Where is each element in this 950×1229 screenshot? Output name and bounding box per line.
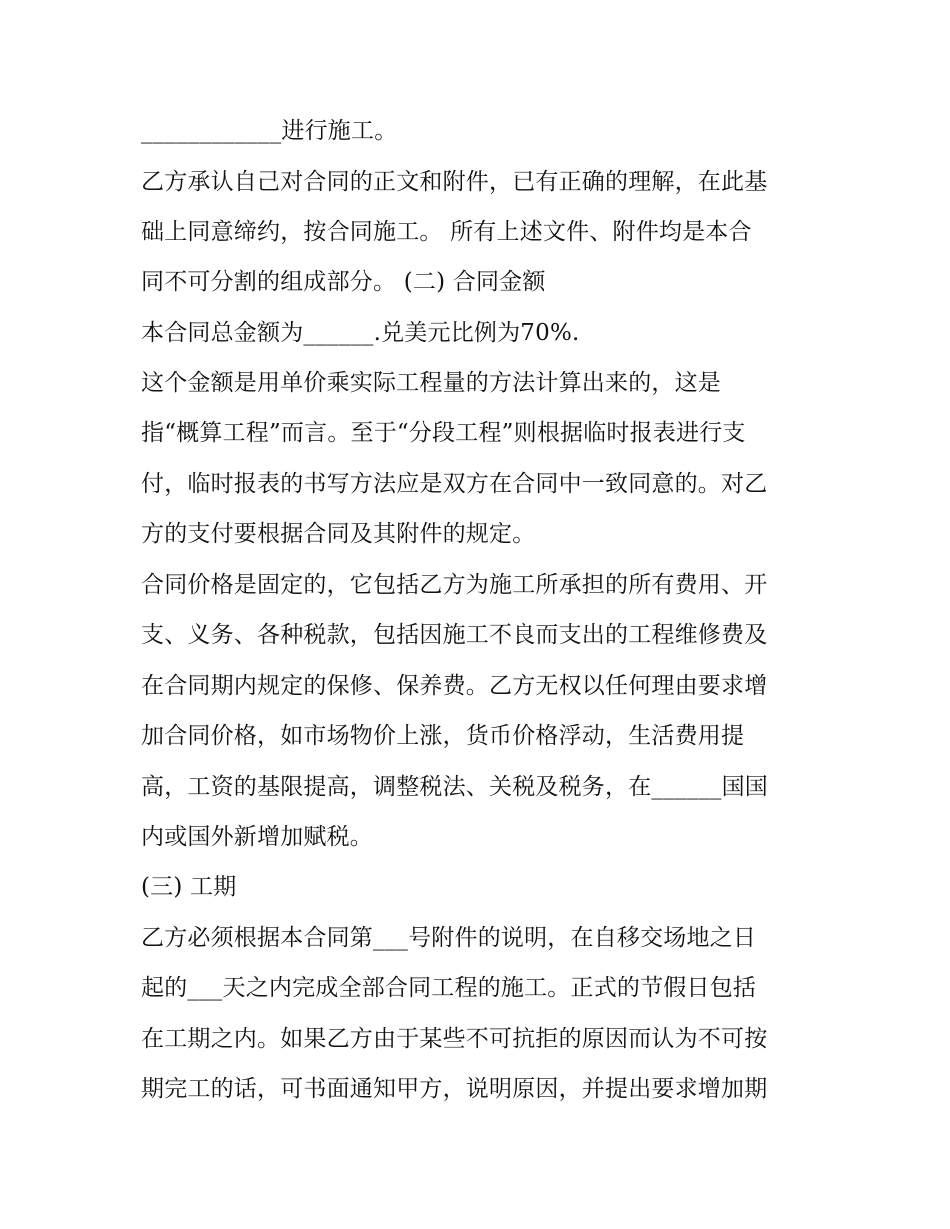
text-line: 方的支付要根据合同及其附件的规定。	[141, 521, 536, 547]
text-line: (三) 工期	[141, 874, 237, 900]
text-line: 础上同意缔约，按合同施工。 所有上述文件、附件均是本合	[141, 219, 752, 245]
text-line: 加合同价格，如市场物价上涨，货币价格浮动，生活费用提	[141, 723, 745, 749]
text-line: 本合同总金额为______.兑美元比例为70%.	[141, 320, 580, 346]
text-line: 内或国外新增加赋税。	[141, 824, 373, 850]
text-line: 指“概算工程”而言。至于“分段工程”则根据临时报表进行支	[141, 420, 746, 446]
text-line: 高，工资的基限提高，调整税法、关税及税务，在______国国	[141, 774, 768, 800]
text-line: ____________进行施工。	[141, 118, 398, 144]
text-line: 乙方承认自己对合同的正文和附件，已有正确的理解，在此基	[141, 169, 768, 195]
text-line: 乙方必须根据本合同第___号附件的说明，在自移交场地之日	[141, 925, 757, 951]
text-line: 在合同期内规定的保修、保养费。乙方无权以任何理由要求增	[141, 673, 768, 699]
text-line: 起的___天之内完成全部合同工程的施工。正式的节假日包括	[141, 975, 757, 1001]
text-line: 付，临时报表的书写方法应是双方在合同中一致同意的。对乙	[141, 471, 768, 497]
text-line: 在工期之内。如果乙方由于某些不可抗拒的原因而认为不可按	[141, 1026, 768, 1052]
text-line: 期完工的话，可书面通知甲方，说明原因，并提出要求增加期	[141, 1076, 768, 1102]
text-line: 合同价格是固定的，它包括乙方为施工所承担的所有费用、开	[141, 572, 768, 598]
text-line: 支、义务、各种税款，包括因施工不良而支出的工程维修费及	[141, 622, 768, 648]
text-line: 同不可分割的组成部分。 (二) 合同金额	[141, 269, 546, 295]
text-line: 这个金额是用单价乘实际工程量的方法计算出来的，这是	[141, 370, 721, 396]
